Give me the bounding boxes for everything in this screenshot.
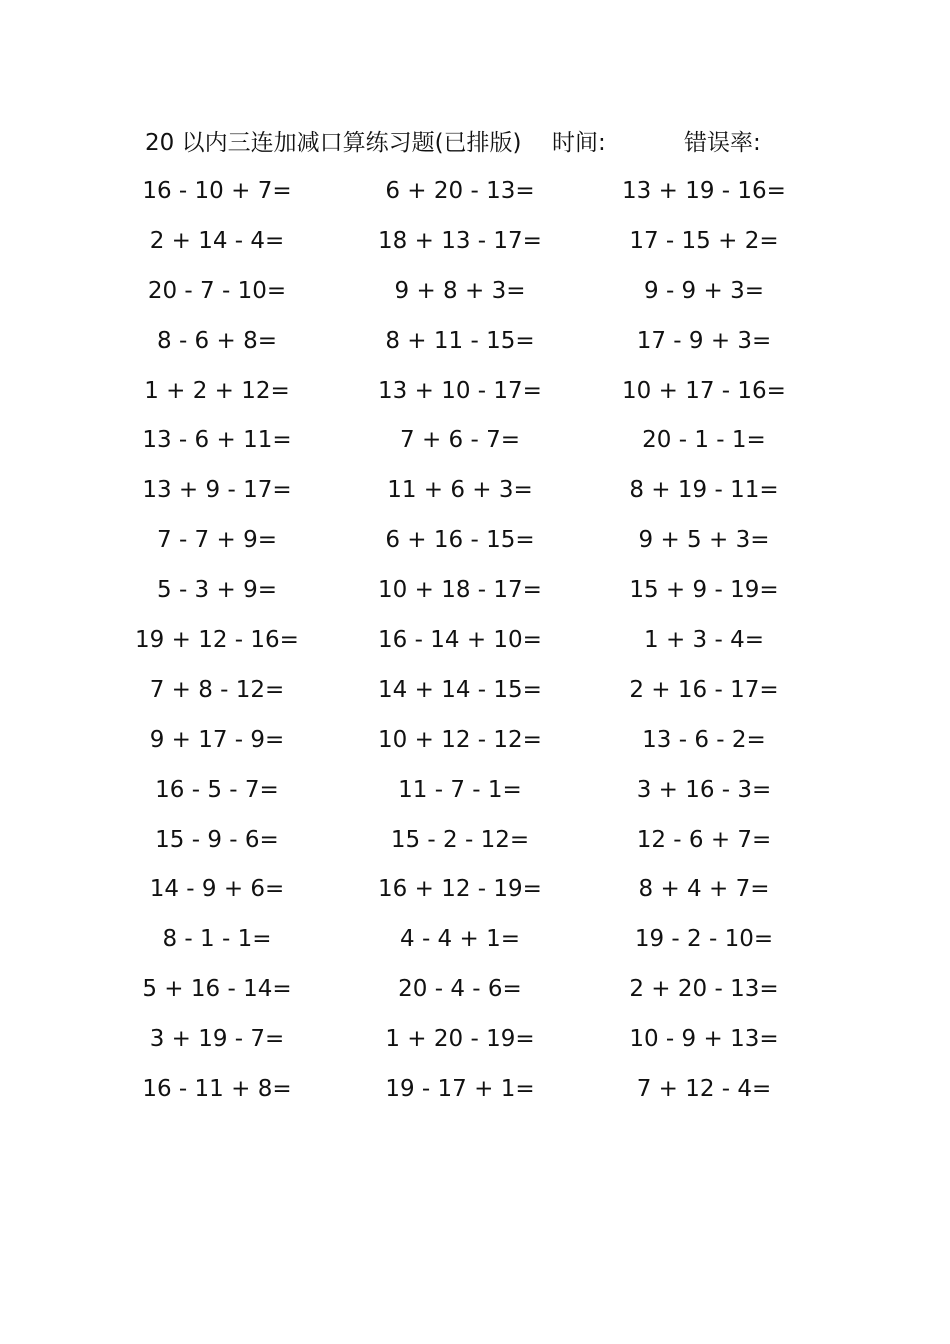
problem-item: 8 + 4 + 7= <box>638 876 770 903</box>
problem-item: 18 + 13 - 17= <box>378 227 542 254</box>
problem-item: 4 - 4 + 1= <box>400 926 520 953</box>
problem-item: 11 + 6 + 3= <box>387 477 533 504</box>
problem-row <box>0 522 950 572</box>
problem-row <box>0 173 950 223</box>
problem-item: 15 - 2 - 12= <box>390 826 530 853</box>
problem-item: 9 + 17 - 9= <box>149 726 285 753</box>
problem-row <box>0 323 950 373</box>
problem-item: 7 + 6 - 7= <box>400 427 520 454</box>
problem-item: 13 - 6 - 2= <box>642 726 766 753</box>
problem-item: 16 - 10 + 7= <box>142 178 292 204</box>
problem-item: 19 + 12 - 16= <box>135 627 299 654</box>
problem-item: 16 - 11 + 8= <box>142 1076 292 1103</box>
problem-item: 2 + 14 - 4= <box>149 227 285 254</box>
problem-item: 10 + 12 - 12= <box>378 726 542 753</box>
problem-row <box>0 572 950 622</box>
problem-item: 13 - 6 + 11= <box>142 427 292 454</box>
problem-item: 10 - 9 + 13= <box>629 1026 779 1053</box>
worksheet-header <box>0 124 950 160</box>
problem-row <box>0 1021 950 1071</box>
problem-row <box>0 273 950 323</box>
problem-item: 17 - 9 + 3= <box>636 327 772 354</box>
error-rate-label: 错误率: <box>684 130 761 156</box>
problem-item: 12 - 6 + 7= <box>636 826 772 853</box>
problem-item: 20 - 1 - 1= <box>642 427 766 454</box>
problem-item: 11 - 7 - 1= <box>398 776 522 803</box>
time-label: 时间: <box>552 130 606 156</box>
problem-item: 6 + 16 - 15= <box>385 527 535 554</box>
problem-item: 1 + 2 + 12= <box>144 377 290 404</box>
problem-row <box>0 422 950 472</box>
problem-item: 7 + 8 - 12= <box>149 676 285 703</box>
problem-item: 13 + 9 - 17= <box>142 477 292 504</box>
problem-item: 3 + 19 - 7= <box>149 1026 285 1053</box>
problem-row <box>0 921 950 971</box>
problem-row <box>0 1071 950 1121</box>
problem-row <box>0 472 950 522</box>
problem-item: 19 - 17 + 1= <box>385 1076 535 1103</box>
problem-item: 8 + 11 - 15= <box>385 327 535 354</box>
problem-row <box>0 871 950 921</box>
problem-item: 5 - 3 + 9= <box>157 577 277 604</box>
problem-item: 14 + 14 - 15= <box>378 676 542 703</box>
problem-row <box>0 772 950 822</box>
problem-item: 20 - 7 - 10= <box>147 277 287 304</box>
problem-item: 6 + 20 - 13= <box>385 178 535 204</box>
worksheet-title: 20 以内三连加减口算练习题(已排版) <box>145 130 522 156</box>
problem-row <box>0 722 950 772</box>
problem-item: 3 + 16 - 3= <box>636 776 772 803</box>
problem-item: 17 - 15 + 2= <box>629 227 779 254</box>
problem-item: 15 + 9 - 19= <box>629 577 779 604</box>
problem-row <box>0 223 950 273</box>
problem-row <box>0 672 950 722</box>
problem-item: 9 + 8 + 3= <box>394 277 526 304</box>
problem-item: 7 - 7 + 9= <box>157 527 277 554</box>
problem-item: 8 - 1 - 1= <box>162 926 272 953</box>
problem-item: 16 + 12 - 19= <box>378 876 542 903</box>
problem-item: 1 + 20 - 19= <box>385 1026 535 1053</box>
problem-item: 8 + 19 - 11= <box>629 477 779 504</box>
problem-item: 16 - 14 + 10= <box>378 627 542 654</box>
problem-item: 7 + 12 - 4= <box>636 1076 772 1103</box>
problem-item: 5 + 16 - 14= <box>142 976 292 1003</box>
problem-item: 1 + 3 - 4= <box>644 627 764 654</box>
problem-item: 10 + 18 - 17= <box>378 577 542 604</box>
problem-item: 2 + 16 - 17= <box>629 676 779 703</box>
problem-item: 19 - 2 - 10= <box>634 926 774 953</box>
problem-item: 15 - 9 - 6= <box>155 826 279 853</box>
problem-row <box>0 822 950 872</box>
problem-item: 10 + 17 - 16= <box>622 377 786 404</box>
problem-item: 8 - 6 + 8= <box>157 327 277 354</box>
problem-row <box>0 373 950 423</box>
problem-item: 14 - 9 + 6= <box>149 876 285 903</box>
problem-item: 16 - 5 - 7= <box>155 776 279 803</box>
problem-item: 13 + 19 - 16= <box>622 178 786 204</box>
problem-grid <box>0 173 950 1121</box>
problem-item: 9 + 5 + 3= <box>638 527 770 554</box>
problem-row <box>0 622 950 672</box>
problem-item: 20 - 4 - 6= <box>398 976 522 1003</box>
problem-row <box>0 971 950 1021</box>
problem-item: 2 + 20 - 13= <box>629 976 779 1003</box>
problem-item: 9 - 9 + 3= <box>644 277 764 304</box>
problem-item: 13 + 10 - 17= <box>378 377 542 404</box>
